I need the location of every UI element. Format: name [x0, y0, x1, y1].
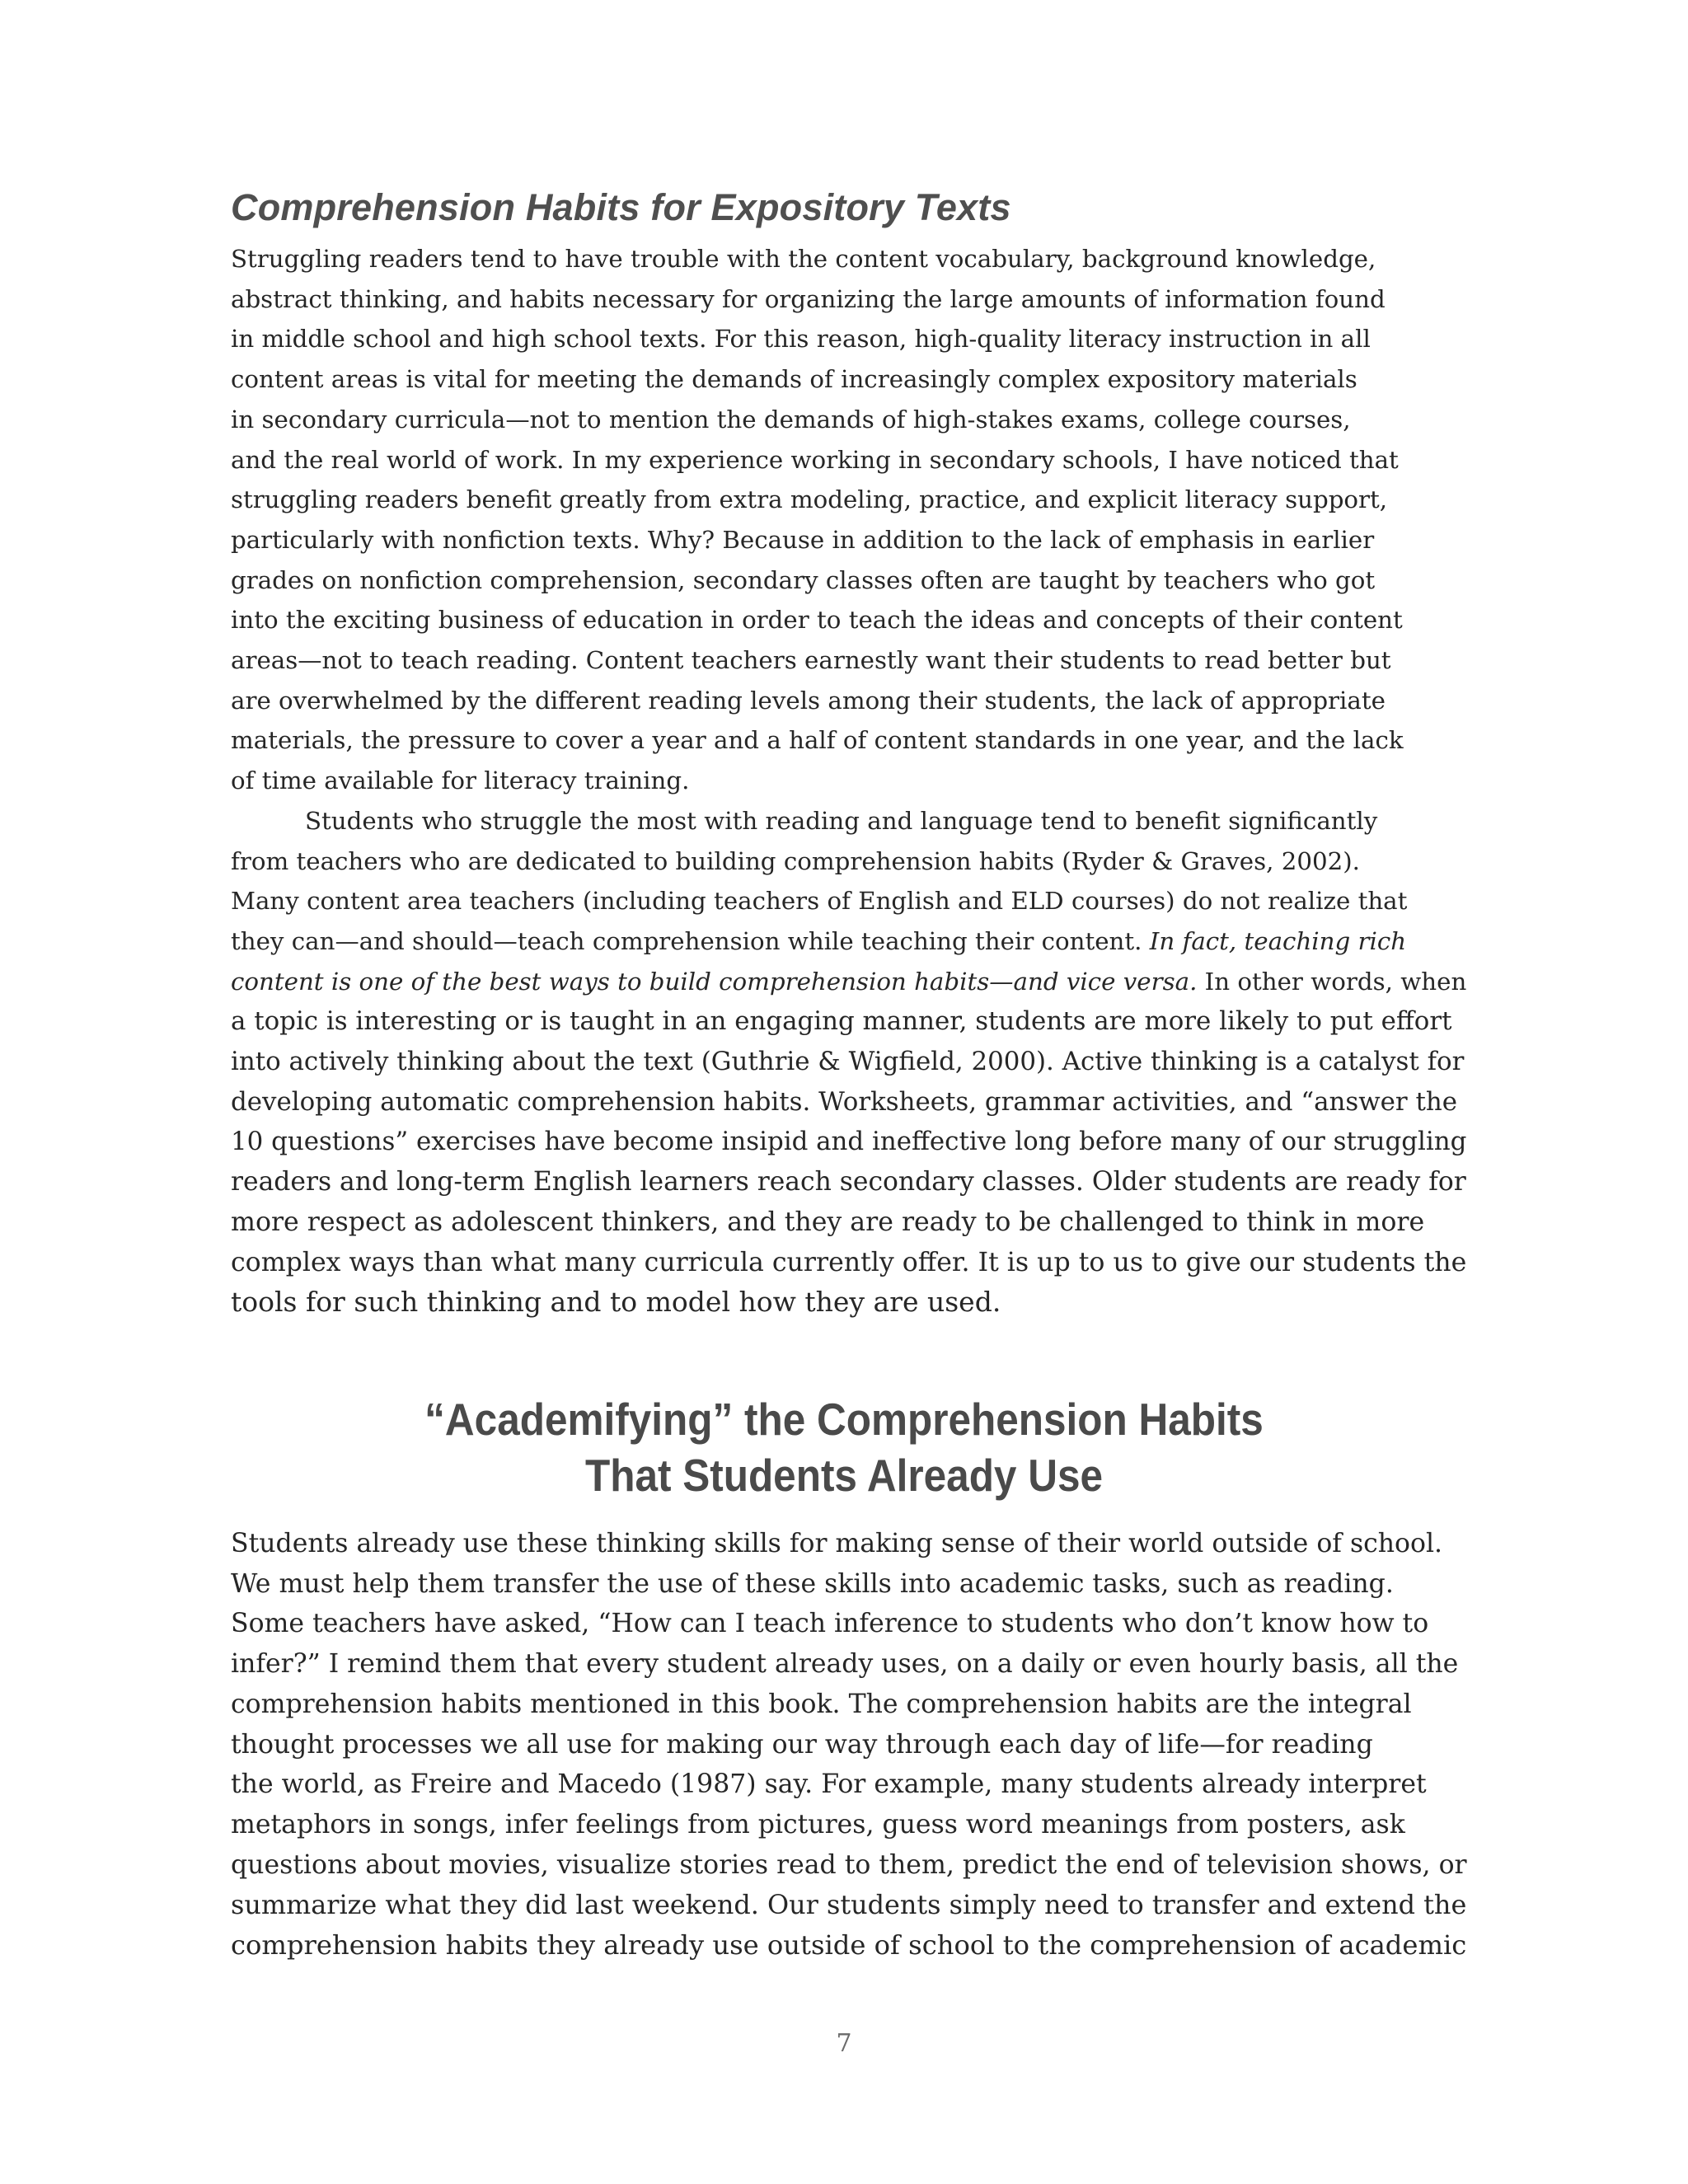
text-line: into actively thinking about the text (Guthrie & Wigfield, 2000). Active thinking is a catalyst for: [231, 1047, 1465, 1077]
text-line: Some teachers have asked, “How can I teach inference to students who don’t know how to: [231, 1609, 1429, 1639]
text-line: a topic is interesting or is taught in an engaging manner, students are more likely to put effort: [231, 1006, 1452, 1037]
paragraph-1: [231, 239, 1466, 801]
text-line: metaphors in songs, infer feelings from pictures, guess word meanings from posters, ask: [231, 1809, 1405, 1840]
text-line: comprehension habits they already use outside of school to the comprehension of academic: [231, 1929, 1467, 1961]
title-line: That Students Already Use: [584, 1450, 1104, 1501]
text-line: readers and long-term English learners reach secondary classes. Older students are ready for: [231, 1167, 1466, 1197]
text-line: Many content area teachers (including teachers of English and ELD courses) do not realize that: [231, 887, 1408, 916]
text-line: of time available for literacy training.: [231, 766, 690, 795]
paragraph-2: [231, 801, 1466, 1323]
text-line: abstract thinking, and habits necessary for organizing the large amounts of information found: [231, 284, 1386, 313]
chapter-section-title: [84, 1391, 1603, 1503]
text-line: complex ways than what many curricula currently offer. It is up to us to give our students the: [231, 1247, 1467, 1277]
text-line: comprehension habits mentioned in this book. The comprehension habits are the integral: [231, 1689, 1412, 1719]
emphasis-text: In fact, teaching rich: [1149, 926, 1407, 955]
text-line: [231, 921, 1466, 962]
text-line: Struggling readers tend to have trouble with the content vocabulary, background knowledge,: [231, 245, 1376, 273]
text-line: 10 questions” exercises have become insipid and ineffective long before many of our struggling: [231, 1127, 1467, 1157]
emphasis-text: content is one of the best ways to build comprehension habits—and vice versa.: [231, 967, 1198, 996]
text-line: [231, 962, 1466, 1002]
title-line: “Academifying” the Comprehension Habits: [424, 1394, 1264, 1445]
text-line: tools for such thinking and to model how they are used.: [231, 1286, 1001, 1319]
body-text-upper: [231, 239, 1466, 1323]
text-line: in secondary curricula—not to mention the demands of high-stakes exams, college courses,: [231, 405, 1351, 434]
text-line: from teachers who are dedicated to building comprehension habits (Ryder & Graves, 2002).: [231, 846, 1360, 875]
text-line: areas—not to teach reading. Content teachers earnestly want their students to read better but: [231, 646, 1391, 675]
text-line: materials, the pressure to cover a year and a half of content standards in one year, and the lack: [231, 726, 1404, 755]
paragraph-3: [231, 1524, 1467, 1966]
text-line: infer?” I remind them that every student already uses, on a daily or even hourly basis, all the: [231, 1649, 1459, 1680]
text-run: In other words, when: [1197, 967, 1467, 996]
section-heading: Comprehension Habits for Expository Texts: [231, 186, 1011, 228]
text-line: thought processes we all use for making our way through each day of life—for reading: [231, 1729, 1373, 1760]
text-line: more respect as adolescent thinkers, and they are ready to be challenged to think in more: [231, 1207, 1425, 1237]
page-number: 7: [836, 2029, 852, 2058]
text-line: developing automatic comprehension habits. Worksheets, grammar activities, and “answer the: [231, 1086, 1458, 1117]
text-line: the world, as Freire and Macedo (1987) say. For example, many students already interpret: [231, 1769, 1427, 1800]
text-line: particularly with nonfiction texts. Why? Because in addition to the lack of emphasis in earlier: [231, 525, 1375, 554]
text-line: grades on nonfiction comprehension, secondary classes often are taught by teachers who got: [231, 565, 1376, 594]
text-line: and the real world of work. In my experience working in secondary schools, I have noticed that: [231, 445, 1399, 474]
text-line: are overwhelmed by the different reading levels among their students, the lack of appropriate: [231, 686, 1386, 715]
text-line: in middle school and high school texts. For this reason, high-quality literacy instruction in all: [231, 325, 1371, 354]
text-line: questions about movies, visualize stories read to them, predict the end of television shows, or: [231, 1849, 1467, 1880]
text-line: into the exciting business of education in order to teach the ideas and concepts of their content: [231, 606, 1403, 635]
text-line: content areas is vital for meeting the demands of increasingly complex expository materials: [231, 365, 1357, 394]
text-line: summarize what they did last weekend. Our students simply need to transfer and extend the: [231, 1889, 1467, 1921]
text-line: struggling readers benefit greatly from extra modeling, practice, and explicit literacy support,: [231, 485, 1388, 514]
text-line: Students already use these thinking skills for making sense of their world outside of school.: [231, 1529, 1443, 1558]
text-line: Students who struggle the most with reading and language tend to benefit significantly: [305, 806, 1378, 835]
text-run: they can—and should—teach comprehension while teaching their content.: [231, 926, 1150, 955]
text-line: We must help them transfer the use of these skills into academic tasks, such as reading.: [231, 1568, 1394, 1599]
